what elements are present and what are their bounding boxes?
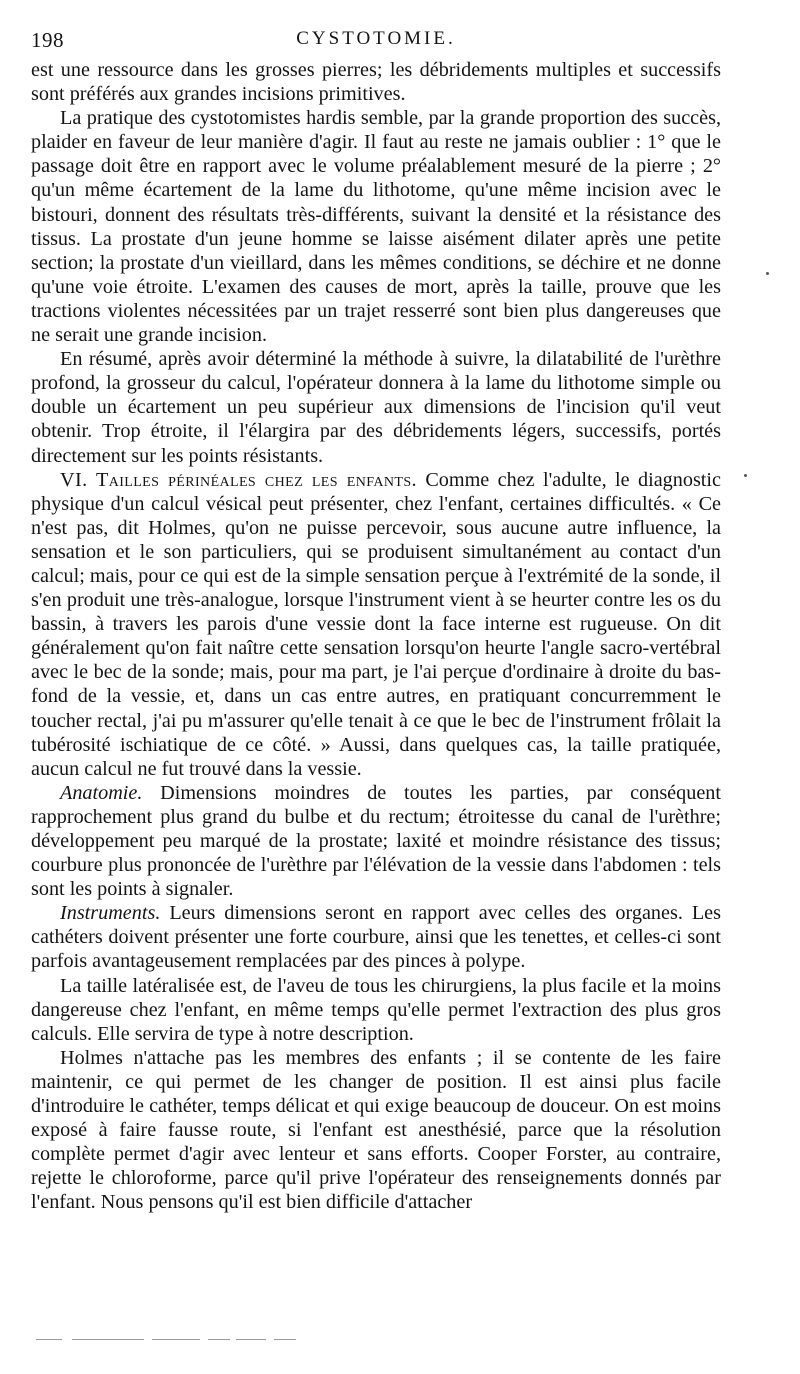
paragraph-children-text: Comme chez l'adulte, le diagnostic physique d'un calcul vésical peut présenter, chez l'enfant, certaines difficultés. « Ce n'est pas, dit Holmes, qu'on ne puisse percevoir, sous aucune autre influence, la sensation et le son particuliers, qui se produisent simultanément au contact d'un calcul; mais, pour ce qui est de la simple sensation perçue à l'extrémité de la sonde, il s'en produit une très-analogue, lorsque l'instrument vient à se heurter contre les os du bassin, à travers les parois d'une vessie dont la face interne est rugueuse. On dit généralement qu'on fait naître cette sensation lorsqu'on heurte l'angle sacro-vertébral avec le bec de la sonde; mais, pour ma part, je l'ai perçue d'ordinaire à droite du bas-fond de la vessie, et, dans un cas entre autres, en pratiquant concurremment le toucher rectal, j'ai pu m'assurer qu'elle tenait à ce que le bec de l'instrument frôlait la tubérosité ischiatique de ce côté. » Aussi, dans quelques cas, la taille pratiquée, aucun calcul ne fut trouvé dans la vessie. [31,468,721,780]
running-title: CYSTOTOMIE. [296,28,456,49]
paragraph-children-lithotomy [31,468,721,781]
paragraph-instruments-text: Leurs dimensions seront en rapport avec celles des organes. Les cathéters doivent présenter une forte courbure, ainsi que les tenettes, et celles-ci sont parfois avantageusement remplacées par des pinces à polype. [31,902,721,973]
paragraph-continuation: est une ressource dans les grosses pierres; les débridements multiples et successifs sont préférés aux grandes incisions primitives. [31,59,721,106]
margin-speck [744,474,747,477]
paragraph-bold-surgeons: La pratique des cystotomistes hardis semble, par la grande proportion des succès, plaider en faveur de leur manière d'agir. Il faut au reste ne jamais oublier : 1° que le passage doit être en rapport avec le volume préalablement mesuré de la pierre ; 2° qu'un même écartement de la lame du lithotome, qu'une même incision avec le bistouri, donnent des résultats très-différents, suivant la densité et la résistance des tissus. La prostate d'un jeune homme se laisse aisément dilater après une petite section; la prostate d'un vieillard, dans les mêmes conditions, se déchire et ne donne qu'une voie étroite. L'examen des causes de mort, après la taille, prouve que les tractions violentes nécessitées par un trajet resserré sont bien plus dangereuses que ne serait une grande incision. [31,107,721,347]
body-text [31,58,721,1215]
paragraph-anatomy-text: Dimensions moindres de toutes les parties, par conséquent rapprochement plus grand du bulbe et du rectum; étroitesse du canal de l'urèthre; développement peu marqué de la prostate; laxité et moindre résistance des tissus; courbure plus prononcée de l'urèthre par l'élévation de la vessie dans l'abdomen : tels sont les points à signaler. [31,781,721,901]
page-header [31,28,721,58]
paragraph-summary: En résumé, après avoir déterminé la méthode à suivre, la dilatabilité de l'urèthre profond, la grosseur du calcul, l'opérateur donnera à la lame du lithotome simple ou double un écartement un peu supérieur aux dimensions de l'incision qu'il veut obtenir. Trop étroite, il l'élargira par des débridements légers, successifs, portés directement sur les points résistants. [31,348,721,467]
margin-speck [766,272,769,275]
paragraph-instruments [31,901,721,973]
paragraph-holmes: Holmes n'attache pas les membres des enfants ; il se contente de les faire maintenir, ce qui permet de les changer de position. Il est ainsi plus facile d'introduire le cathéter, temps délicat et qui exige beaucoup de douceur. On est moins exposé à faire fausse route, si l'enfant est anesthésié, parce que la résolution complète permet d'agir avec lenteur et sans efforts. Cooper Forster, au contraire, rejette le chloroforme, parce qu'il prive l'opérateur des renseignements donnés par l'enfant. Nous pensons qu'il est bien difficile d'attacher [31,1046,721,1214]
section-heading-children: VI. Tailles périnéales chez les enfants. [60,468,417,491]
subheading-anatomy: Anatomie. [60,781,143,804]
subheading-instruments: Instruments. [60,902,161,925]
page-number: 198 [31,28,64,52]
footer-bleed-through [36,1338,336,1342]
paragraph-lateralized-lithotomy: La taille latéralisée est, de l'aveu de tous les chirurgiens, la plus facile et la moins dangereuse chez l'enfant, en même temps qu'elle permet l'extraction des plus gros calculs. Elle servira de type à notre description. [31,974,721,1045]
paragraph-anatomy [31,781,721,901]
